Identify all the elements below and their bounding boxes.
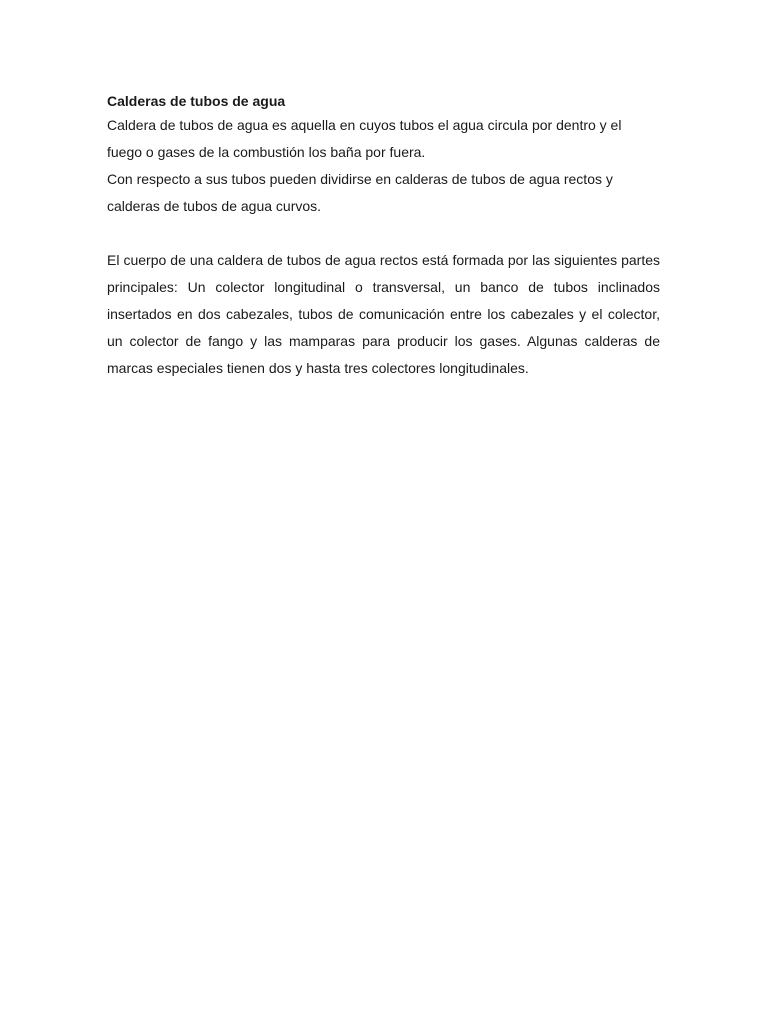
- paragraph-body-description: El cuerpo de una caldera de tubos de agua rectos está formada por las siguientes partes principales: Un colector longitudinal o transversal, un banco de tubos inclinados insertados en dos cabezales, tubos de comunicación entre los cabezales y el colector, un colector de fango y las mamparas para producir los gases. Algunas calderas de marcas especiales tienen dos y hasta tres colectores longitudinales.: [107, 252, 660, 376]
- paragraph-classification: Con respecto a sus tubos pueden dividirse en calderas de tubos de agua rectos y calderas de tubos de agua curvos.: [107, 171, 613, 214]
- document-title: Calderas de tubos de agua: [107, 93, 286, 109]
- paragraph-spacer: [107, 220, 660, 247]
- document-page: [107, 90, 660, 382]
- paragraph-definition: Caldera de tubos de agua es aquella en cuyos tubos el agua circula por dentro y el fuego o gases de la combustión los baña por fuera.: [107, 117, 622, 160]
